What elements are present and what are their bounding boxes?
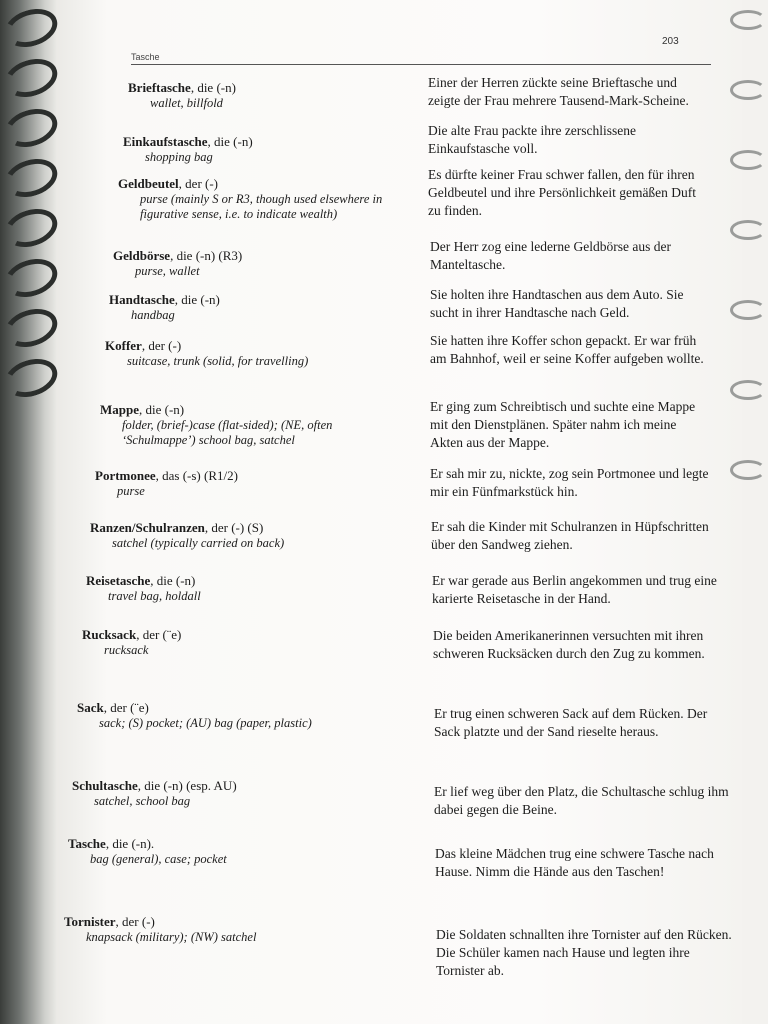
spiral-ring [0,253,62,304]
entry-example: Die Soldaten schnallten ihre Tornister auf den Rücken. Die Schüler kamen nach Hause und legten ihre Tornister ab. [436,927,732,978]
entry-example: Die alte Frau packte ihre zerschlissene Einkaufstasche voll. [428,123,637,156]
right-ring [730,300,766,320]
entry-example: Er ging zum Schreibtisch und suchte eine Mappe mit den Dienstplänen. Später nahm ich meine Akten aus der Mappe. [430,399,696,450]
spiral-ring [0,3,62,54]
spiral-ring [0,303,62,354]
header-rule [131,64,711,65]
entry-headword: Tasche, die (-n). bag (general), case; pocket [68,836,227,866]
right-ring [730,10,766,30]
section-header: Tasche [131,52,160,62]
right-ring [730,80,766,100]
page-number: 203 [662,36,679,47]
entry-example: Er war gerade aus Berlin angekommen und trug eine karierte Reisetasche in der Hand. [432,573,717,606]
right-ring [730,380,766,400]
entry-headword: Handtasche, die (-n) handbag [109,292,220,322]
spiral-ring [0,353,62,404]
entry-example: Das kleine Mädchen trug eine schwere Tasche nach Hause. Nimm die Hände aus den Taschen! [435,846,714,879]
spiral-binding [0,0,56,1024]
right-ring [730,150,766,170]
spiral-ring [0,153,62,204]
right-ring [730,460,766,480]
spiral-ring [0,203,62,254]
entry-example: Der Herr zog eine lederne Geldbörse aus der Manteltasche. [430,239,672,272]
entry-headword: Reisetasche, die (-n) travel bag, holdall [86,573,201,603]
spiral-ring [0,103,62,154]
entry-headword: Schultasche, die (-n) (esp. AU) satchel, school bag [72,778,237,808]
entry-headword: Rucksack, der (¨e) rucksack [82,627,182,657]
entry-headword: Portmonee, das (-s) (R1/2) purse [95,468,238,498]
entry-headword: Sack, der (¨e) sack; (S) pocket; (AU) bag (paper, plastic) [77,700,312,730]
entry-example: Er sah die Kinder mit Schulranzen in Hüpfschritten über den Sandweg ziehen. [431,519,709,552]
entry-headword: Tornister, der (-) knapsack (military); (NW) satchel [64,914,257,944]
entry-headword: Geldbeutel, der (-) purse (mainly S or R3, though used elsewhere in figurative sense, i.e. to indicate wealth) [118,176,383,221]
entry-example: Sie hatten ihre Koffer schon gepackt. Er war früh am Bahnhof, weil er seine Koffer aufgeben wollte. [430,333,704,366]
entry-example: Es dürfte keiner Frau schwer fallen, den für ihren Geldbeutel und ihre Persönlichkeit gemäßen Duft zu finden. [428,167,697,218]
entry-headword: Geldbörse, die (-n) (R3) purse, wallet [113,248,243,278]
entry-example: Die beiden Amerikanerinnen versuchten mit ihren schweren Rucksäcken durch den Zug zu kommen. [433,628,705,661]
spiral-ring [0,53,62,104]
right-ring [730,220,766,240]
entry-headword: Einkaufstasche, die (-n) shopping bag [123,134,253,164]
entry-headword: Koffer, der (-) suitcase, trunk (solid, for travelling) [105,338,309,368]
entry-headword: Ranzen/Schulranzen, der (-) (S) satchel (typically carried on back) [90,520,285,550]
entry-example: Er lief weg über den Platz, die Schultasche schlug ihm dabei gegen die Beine. [434,784,729,817]
entry-example: Einer der Herren zückte seine Brieftasche und zeigte der Frau mehrere Tausend-Mark-Scheine. [428,75,689,108]
entry-example: Er sah mir zu, nickte, zog sein Portmonee und legte mir ein Fünfmarkstück hin. [430,466,709,499]
entry-example: Sie holten ihre Handtaschen aus dem Auto. Sie sucht in ihrer Handtasche nach Geld. [430,287,684,320]
entry-example: Er trug einen schweren Sack auf dem Rücken. Der Sack platzte und der Sand rieselte heraus. [434,706,708,739]
entry-headword: Brieftasche, die (-n) wallet, billfold [128,80,236,110]
entry-headword: Mappe, die (-n) folder, (brief-)case (flat-sided); (NE, often ‘Schulmappe’) school bag, satchel [100,402,333,447]
